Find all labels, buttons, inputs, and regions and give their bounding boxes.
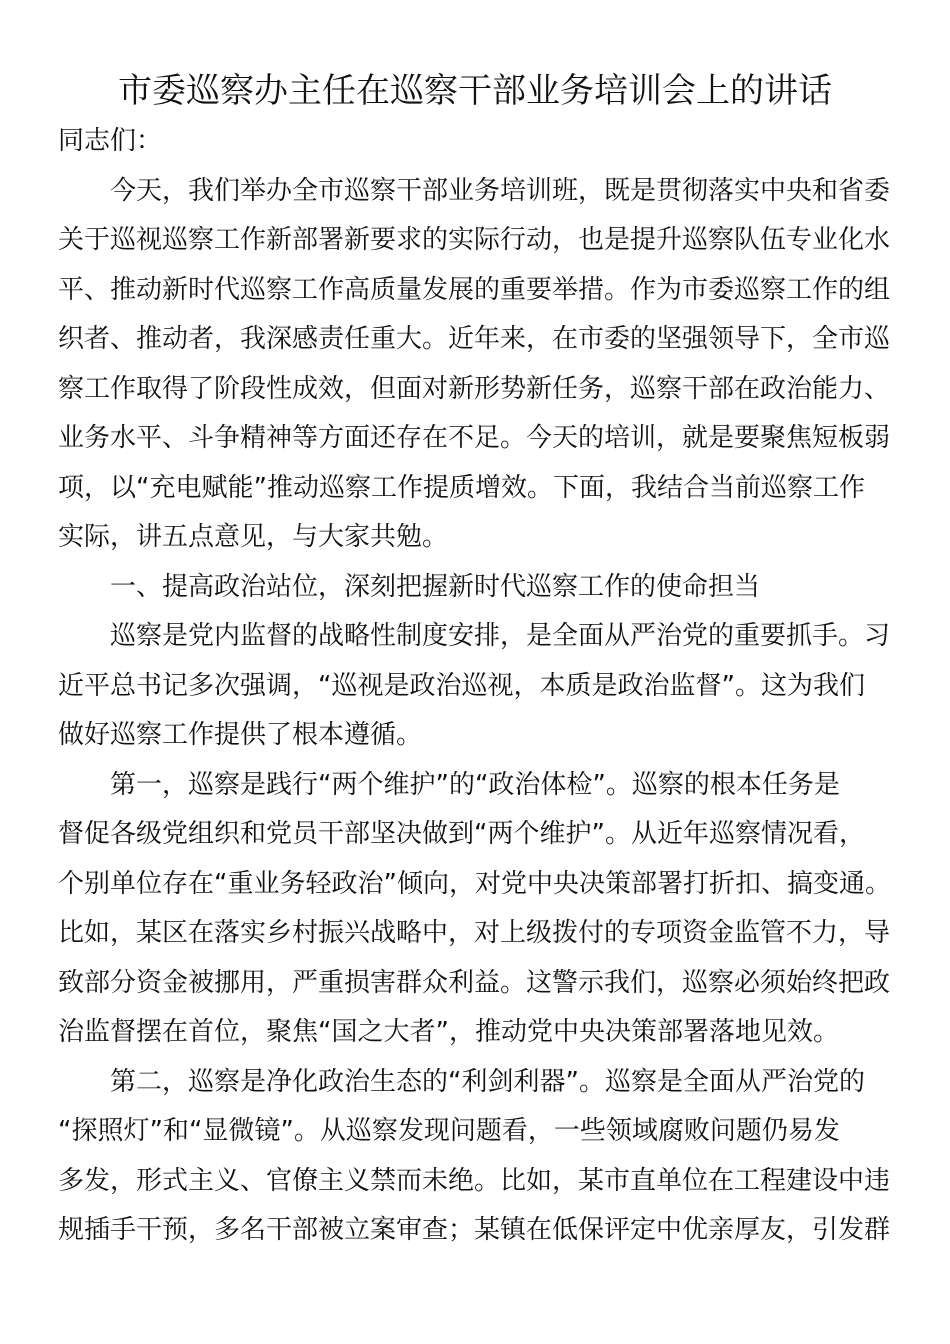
- paragraph-line: 规插手干预，多名干部被立案审查；某镇在低保评定中优亲厚友，引发群: [58, 1215, 891, 1245]
- paragraph-line: 平、推动新时代巡察工作高质量发展的重要举措。作为市委巡察工作的组: [58, 274, 891, 305]
- paragraph-line: 比如，某区在落实乡村振兴战略中，对上级拨付的专项资金监管不力，导: [58, 918, 891, 948]
- paragraph-line: 业务水平、斗争精神等方面还存在不足。今天的培训，就是要聚焦短板弱: [58, 423, 891, 453]
- paragraph-line: 治监督摆在首位，聚焦“国之大者”，推动党中央决策部署落地见效。: [58, 1017, 839, 1047]
- paragraph-line: 第一，巡察是践行“两个维护”的“政治体检”。巡察的根本任务是: [110, 769, 840, 800]
- paragraph-line: 多发，形式主义、官僚主义禁而未绝。比如，某市直单位在工程建设中违: [58, 1165, 891, 1196]
- paragraph-line: 巡察是党内监督的战略性制度安排，是全面从严治党的重要抓手。习: [110, 621, 891, 651]
- paragraph-line: 致部分资金被挪用，严重损害群众利益。这警示我们，巡察必须始终把政: [58, 967, 891, 998]
- paragraph-line: 督促各级党组织和党员干部坚决做到“两个维护”。从近年巡察情况看，: [58, 819, 865, 849]
- section-heading: 一、提高政治站位，深刻把握新时代巡察工作的使命担当: [110, 571, 761, 602]
- salutation-line: 同志们：: [58, 126, 163, 156]
- paragraph-line: 关于巡视巡察工作新部署新要求的实际行动，也是提升巡察队伍专业化水: [58, 225, 891, 255]
- paragraph-line: 织者、推动者，我深感责任重大。近年来，在市委的坚强领导下，全市巡: [58, 324, 891, 354]
- document-title: 市委巡察办主任在巡察干部业务培训会上的讲话: [118, 71, 832, 111]
- paragraph-line: 实际，讲五点意见，与大家共勉。: [58, 522, 449, 552]
- paragraph-line: 今天，我们举办全市巡察干部业务培训班，既是贯彻落实中央和省委: [110, 175, 891, 206]
- document-body: [58, 117, 893, 1256]
- paragraph-line: “探照灯”和“显微镜”。从巡察发现问题看，一些领域腐败问题仍易发: [58, 1116, 840, 1146]
- paragraph-line: 项，以“充电赋能”推动巡察工作提质增效。下面，我结合当前巡察工作: [58, 472, 865, 503]
- paragraph-line: 个别单位存在“重业务轻政治”倾向，对党中央决策部署打折扣、搞变通。: [58, 868, 891, 899]
- paragraph-line: 察工作取得了阶段性成效，但面对新形势新任务，巡察干部在政治能力、: [58, 373, 891, 404]
- paragraph-line: 做好巡察工作提供了根本遵循。: [58, 720, 423, 750]
- paragraph-line: 近平总书记多次强调，“巡视是政治巡视，本质是政治监督”。这为我们: [58, 670, 865, 701]
- paragraph-line: 第二，巡察是净化政治生态的“利剑利器”。巡察是全面从严治党的: [110, 1066, 865, 1097]
